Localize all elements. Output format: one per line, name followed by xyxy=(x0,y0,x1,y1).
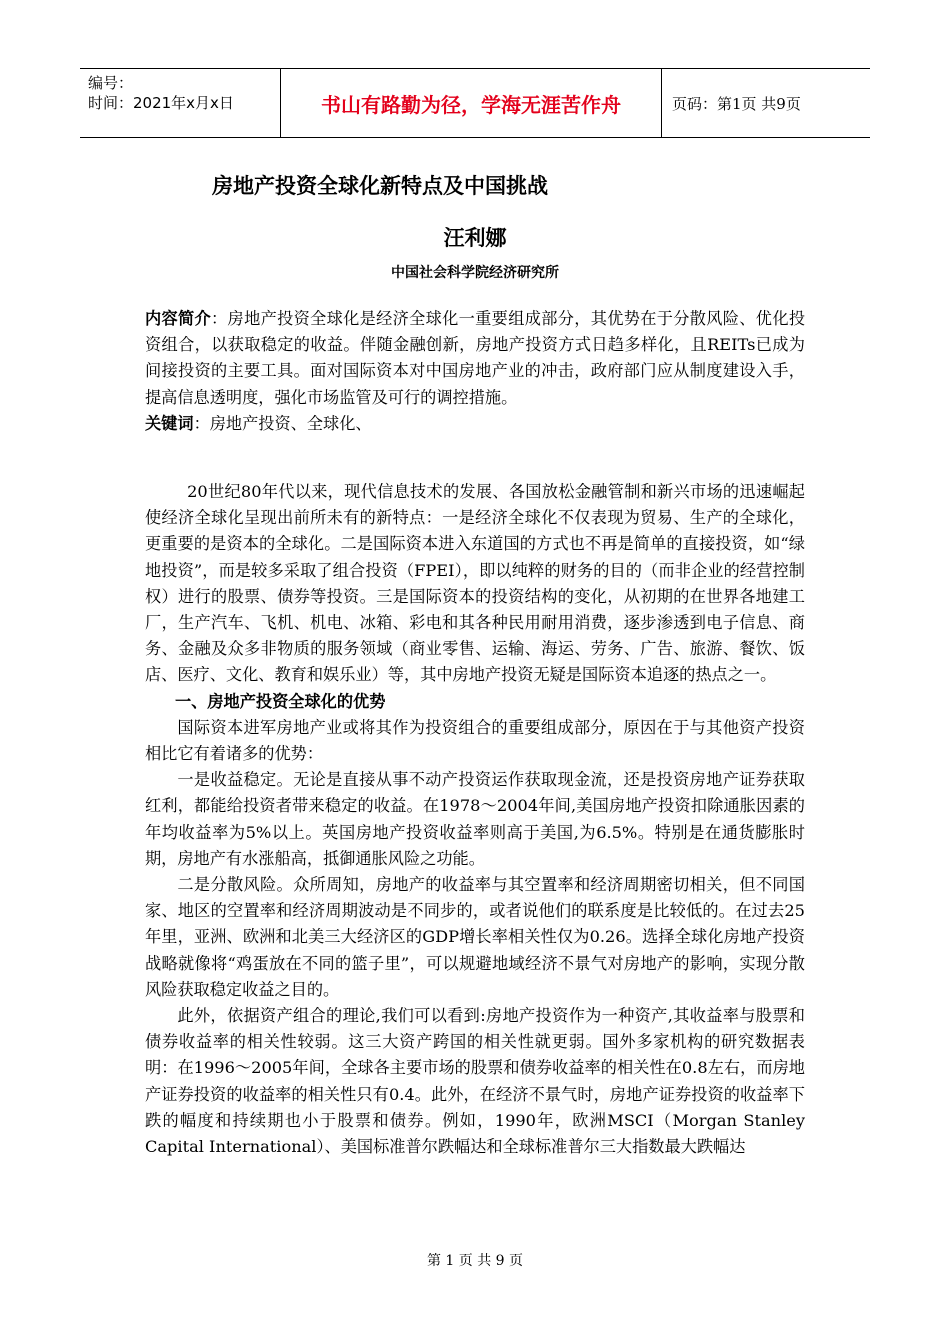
page-footer: 第 1 页 共 9 页 xyxy=(426,1253,524,1269)
paragraph-advantages: 国际资本进军房地产业或将其作为投资组合的重要组成部分，原因在于与其他资产投资相比它有着诸多的优势： xyxy=(145,717,805,764)
document-body xyxy=(145,306,805,1160)
document-number: 编号： xyxy=(88,74,134,92)
paragraph-diversify-risk: 二是分散风险。众所周知，房地产的收益率与其空置率和经济周期密切相关，但不同国家、地区的空置率和经济周期波动是不同步的，或者说他们的联系度是比较低的。在过去25年里，亚洲、欧洲和北美三大经济区的GDP增长率相关性仅为0.26。选择全球化房地产投资战略就像将“鸡蛋放在不同的篮子里”，可以规避地域经济不景气对房地产的影响，实现分散风险获取稳定收益之目的。 xyxy=(145,875,805,999)
spacer xyxy=(145,437,805,479)
section-heading: 一、房地产投资全球化的优势 xyxy=(175,691,386,711)
header-left-cell xyxy=(80,69,280,137)
header-page-number: 页码：第1页 共9页 xyxy=(672,94,801,113)
author-name: 汪利娜 xyxy=(443,225,507,250)
keywords-label: 关键词 xyxy=(145,413,194,433)
abstract-text: ：房地产投资全球化是经济全球化一重要组成部分，其优势在于分散风险、优化投资组合，以获取稳定的收益。伴随金融创新，房地产投资方式日趋多样化，且REITs已成为间接投资的主要工具。面对国际资本对中国房地产业的冲击，政府部门应从制度建设入手，提高信息透明度，强化市场监管及可行的调控措施。 xyxy=(145,309,806,407)
abstract xyxy=(145,306,805,411)
header-table xyxy=(80,68,870,138)
keywords xyxy=(145,411,805,437)
paragraph-intro: 20世纪80年代以来，现代信息技术的发展、各国放松金融管制和新兴市场的迅速崛起使经济全球化呈现出前所未有的新特点：一是经济全球化不仅表现为贸易、生产的全球化，更重要的是资本的全球化。二是国际资本进入东道国的方式也不再是简单的直接投资，如“绿地投资”，而是较多采取了组合投资（FPEI），即以纯粹的财务的目的（而非企业的经营控制权）进行的股票、债券等投资。三是国际资本的投资结构的变化，从初期的在世界各地建工厂，生产汽车、飞机、机电、冰箱、彩电和其各种民用耐用消费，逐步渗透到电子信息、商务、金融及众多非物质的服务领域（商业零售、运输、海运、劳务、广告、旅游、餐饮、饭店、医疗、文化、教育和娱乐业）等，其中房地产投资无疑是国际资本追逐的热点之一。 xyxy=(145,482,805,685)
keywords-text: ：房地产投资、全球化、 xyxy=(193,413,372,433)
header-motto: 书山有路勤为径，学海无涯苦作舟 xyxy=(280,69,662,137)
abstract-label: 内容简介 xyxy=(145,309,212,328)
document-title: 房地产投资全球化新特点及中国挑战 xyxy=(212,173,548,198)
author-affiliation: 中国社会科学院经济研究所 xyxy=(391,265,559,281)
paragraph-stable-returns: 一是收益稳定。无论是直接从事不动产投资运作获取现金流，还是投资房地产证券获取红利，都能给投资者带来稳定的收益。在1978～2004年间,美国房地产投资扣除通胀因素的年均收益率为5%以上。英国房地产投资收益率则高于美国,为6.5%。特别是在通货膨胀时期，房地产有水涨船高，抵御通胀风险之功能。 xyxy=(145,770,805,868)
paragraph-portfolio-theory: 此外，依据资产组合的理论,我们可以看到:房地产投资作为一种资产,其收益率与股票和债券收益率的相关性较弱。这三大资产跨国的相关性就更弱。国外多家机构的研究数据表明：在1996～2005年间，全球各主要市场的股票和债券收益率的相关性在0.8左右，而房地产证券投资的收益率的相关性只有0.4。此外，在经济不景气时，房地产证券投资的收益率下跌的幅度和持续期也小于股票和债券。例如，1990年，欧洲MSCI（Morgan Stanley Capital International）、美国标准普尔跌幅达和全球标准普尔三大指数最大跌幅达 xyxy=(145,1006,805,1157)
document-date: 时间：2021年x月x日 xyxy=(88,94,234,112)
